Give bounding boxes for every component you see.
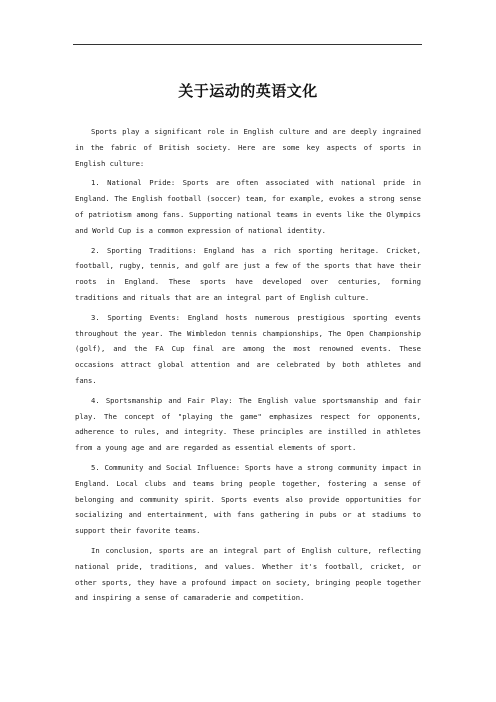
document-title: 关于运动的英语文化 [178,82,318,100]
paragraph-sportsmanship: 4. Sportsmanship and Fair Play: The English value sportsmanship and fair play. The concept of "playing the game" emphasizes respect for opponents, adherence to rules, and integrity. These principles are instilled in athletes from a young age and are regarded as essential elements of sport. [75,395,421,453]
header-rule [73,44,422,45]
paragraph-sporting-traditions: 2. Sporting Traditions: England has a rich sporting heritage. Cricket, football, rugby, tennis, and golf are just a few of the sports that have their roots in England. These sports have developed over centuries, forming traditions and rituals that are an integral part of English culture. [75,245,421,302]
paragraph-intro: Sports play a significant role in English culture and are deeply ingrained in the fabric of British society. Here are some key aspects of sports in English culture: [75,127,421,168]
paragraph-conclusion: In conclusion, sports are an integral part of English culture, reflecting national pride, traditions, and values. Whether it's football, cricket, or other sports, they have a profound impact on society, bringing people together and inspiring a sense of camaraderie and competition. [75,545,421,603]
document-body [75,124,421,610]
paragraph-community: 5. Community and Social Influence: Sports have a strong community impact in England. Local clubs and teams bring people together, fostering a sense of belonging and community spirit. Sports events also provide opportunities for socializing and entertainment, with fans gathering in pubs or at stadiums to support their favorite teams. [75,462,421,536]
paragraph-national-pride: 1. National Pride: Sports are often associated with national pride in England. The English football (soccer) team, for example, evokes a strong sense of patriotism among fans. Supporting national teams in events like the Olympics and World Cup is a common expression of national identity. [75,178,421,235]
paragraph-sporting-events: 3. Sporting Events: England hosts numerous prestigious sporting events throughout the year. The Wimbledon tennis championships, The Open Championship (golf), and the FA Cup final are among the most renowned events. These occasions attract global attention and are celebrated by both athletes and fans. [75,312,421,385]
